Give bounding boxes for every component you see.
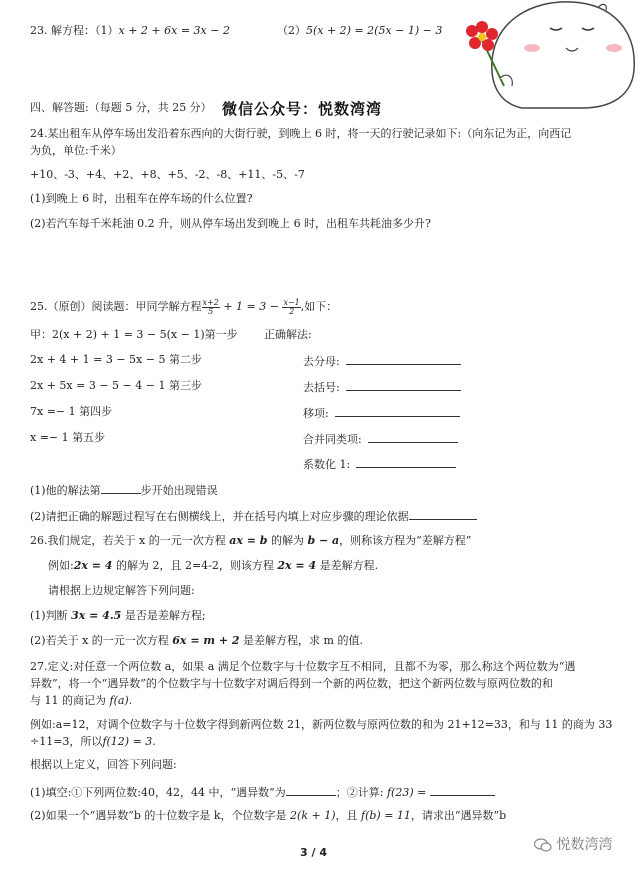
q27-example-line2: ÷11=3，所以f(12) = 3. bbox=[30, 735, 156, 748]
answer-blank[interactable] bbox=[368, 431, 458, 443]
q26-line1: 26.我们规定，若关于 x 的一元一次方程 ax = b 的解为 b − a，则称该方程为“差解方程” bbox=[30, 534, 472, 547]
step-2: 2x + 4 + 1 = 3 − 5x − 5 第二步 bbox=[30, 353, 202, 366]
q27-part1: (1)填空:①下列两位数:40，42，44 中，“遇异数”为 ；②计算: f(23) = bbox=[30, 784, 495, 800]
q26-instruction: 请根据上边规定解答下列问题: bbox=[48, 584, 195, 597]
section-header: 四、解答题:（每题 5 分，共 25 分） bbox=[30, 101, 212, 114]
fraction-1: $\frac{x+2}{5}$ bbox=[202, 297, 219, 316]
step-5: x =− 1 第五步 bbox=[30, 431, 106, 444]
q26-example: 例如:2x = 4 的解为 2，且 2=4-2，则该方程 2x = 4 是差解方程. bbox=[48, 559, 379, 572]
q26-part1: (1)判断 3x = 4.5 是否是差解方程; bbox=[30, 609, 206, 622]
wechat-icon bbox=[534, 838, 552, 852]
q24-line1: 24.某出租车从停车场出发沿着东西向的大街行驶，到晚上 6 时，将一天的行驶记录如下:（向东记为正，向西记 bbox=[30, 127, 572, 140]
q27-example-line1: 例如:a=12，对调个位数字与十位数字得到新两位数 21，新两位数与原两位数的和为 21+12=33，和与 11 的商为 33 bbox=[30, 718, 613, 731]
q27-line1: 27.定义:对任意一个两位数 a，如果 a 满足个位数字与十位数字互不相同，且都不为零，那么称这个两位数为“遇 bbox=[30, 660, 576, 673]
watermark-text: 微信公众号：悦数湾湾 bbox=[222, 100, 383, 118]
answer-row-combine: 合并同类项: bbox=[303, 431, 458, 447]
q25-part1: (1)他的解法第 步开始出现错误 bbox=[30, 484, 218, 497]
question-23: 23. 解方程：（1）x + 2 + 6x = 3x − 2 （2）5(x + 2) = 2(5x − 1) − 3 bbox=[30, 24, 443, 37]
q27-line2: 异数”，将一个“遇异数”的个位数字与十位数字对调后得到一个新的两位数，把这个新两位数与原两位数的和 bbox=[30, 677, 553, 690]
q24-line2: 为负，单位:千米） bbox=[30, 144, 122, 157]
q27-part2: (2)如果一个“遇异数”b 的十位数字是 k，个位数字是 2(k + 1)，且 f(b) = 11，请求出“遇异数”b bbox=[30, 809, 507, 822]
step-1: 甲：2(x + 2) + 1 = 3 − 5(x − 1)第一步 bbox=[30, 328, 238, 341]
wechat-brand: 悦数湾湾 bbox=[534, 834, 612, 854]
q25-intro: 25.（原创）阅读题：甲同学解方程 $\frac{x+2}{5}$ + 1 = 3 − $\frac{x-1}{2}$ ,如下： bbox=[30, 297, 338, 316]
correct-solution-title: 正确解法: bbox=[264, 328, 312, 341]
answer-row-remove-brackets: 去括号: bbox=[303, 379, 461, 395]
fraction-2: $\frac{x-1}{2}$ bbox=[283, 297, 300, 316]
answer-blank[interactable] bbox=[286, 784, 336, 796]
answer-blank[interactable] bbox=[335, 405, 460, 417]
equation-1: x + 2 + 6x = 3x − 2 bbox=[118, 24, 230, 37]
step-3: 2x + 5x = 3 − 5 − 4 − 1 第三步 bbox=[30, 379, 202, 392]
q24-part2: (2)若汽车每千米耗油 0.2 升，则从停车场出发到晚上 6 时，出租车共耗油多少升? bbox=[30, 217, 431, 230]
q24-data: +10、-3、+4、+2、+8、+5、-2、-8、+11、-5、-7 bbox=[30, 168, 305, 181]
page-number: 3 / 4 bbox=[300, 846, 327, 859]
equation-2: 5(x + 2) = 2(5x − 1) − 3 bbox=[305, 24, 443, 37]
answer-blank[interactable] bbox=[356, 456, 456, 468]
answer-row-remove-denominator: 去分母: bbox=[303, 353, 461, 369]
answer-blank[interactable] bbox=[409, 508, 477, 520]
answer-blank[interactable] bbox=[346, 379, 461, 391]
q27-instruction: 根据以上定义，回答下列问题: bbox=[30, 758, 177, 771]
q25-part2: (2)请把正确的解题过程写在右侧横线上，并在括号内填上对应步骤的理论依据 bbox=[30, 508, 477, 524]
step-4: 7x =− 1 第四步 bbox=[30, 405, 113, 418]
answer-row-transpose: 移项: bbox=[303, 405, 460, 421]
answer-row-coefficient: 系数化 1: bbox=[303, 456, 456, 472]
answer-blank[interactable] bbox=[346, 353, 461, 365]
answer-blank[interactable] bbox=[430, 784, 495, 796]
cartoon-with-flower-image bbox=[462, 0, 640, 110]
q24-part1: (1)到晚上 6 时，出租车在停车场的什么位置? bbox=[30, 192, 253, 205]
q27-line3: 与 11 的商记为 f(a). bbox=[30, 694, 133, 707]
answer-blank[interactable] bbox=[101, 482, 141, 494]
q26-part2: (2)若关于 x 的一元一次方程 6x = m + 2 是差解方程，求 m 的值. bbox=[30, 634, 363, 647]
